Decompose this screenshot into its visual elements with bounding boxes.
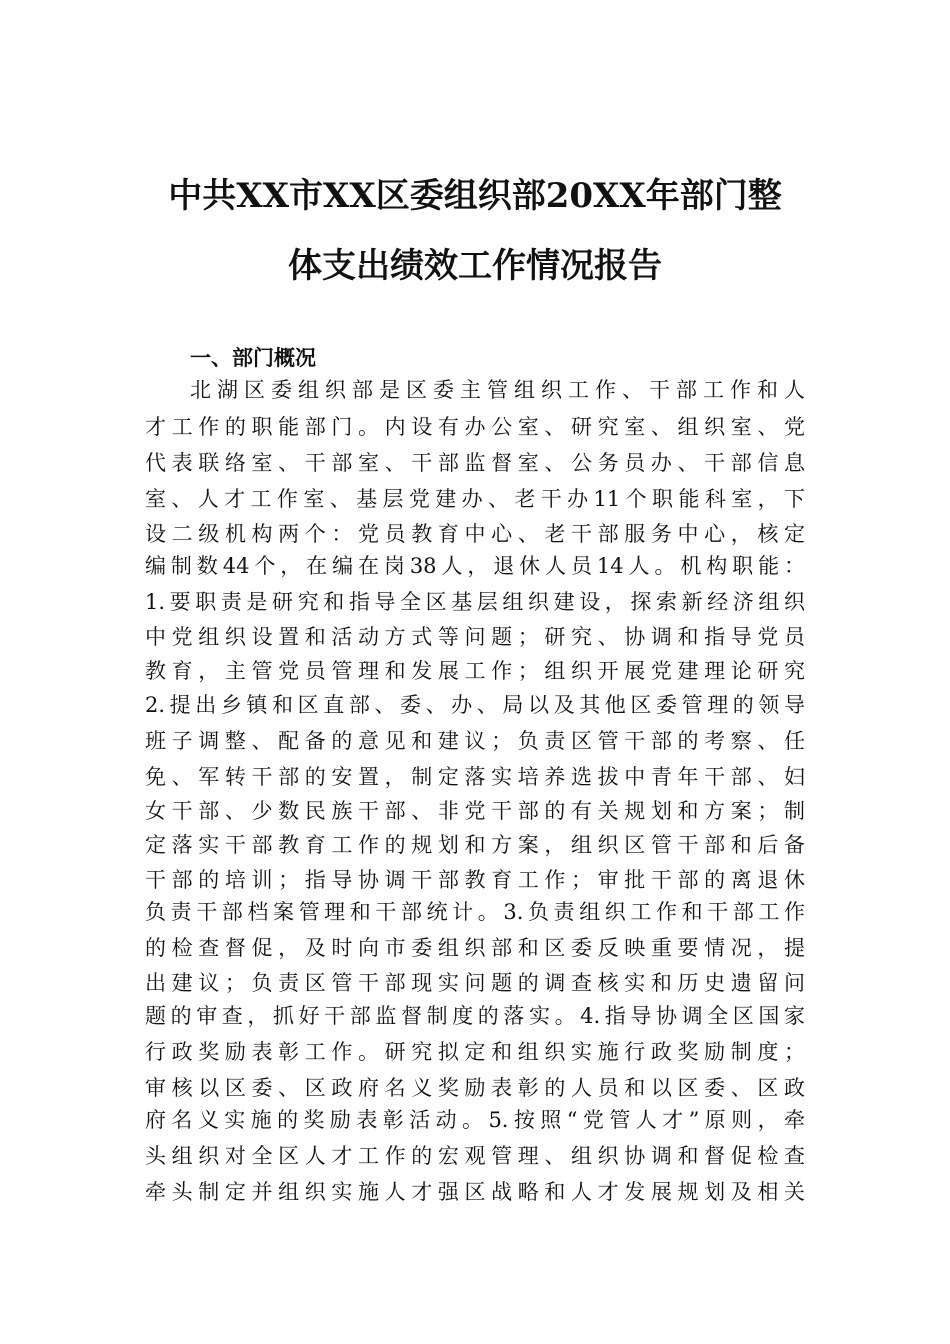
paragraph-line: 免、军转干部的安置，制定落实培养选拔中青年干部、妇 <box>145 765 805 789</box>
document-title-line-1: 中共XX市XX区委组织部20XX年部门整 <box>168 176 782 216</box>
paragraph-line: 室、人才工作室、基层党建办、老干办11个职能科室，下 <box>145 487 805 511</box>
paragraph-line: 教育，主管党员管理和发展工作；组织开展党建理论研究 <box>145 659 805 683</box>
paragraph-line: 头组织对全区人才工作的宏观管理、组织协调和督促检查 <box>145 1144 805 1168</box>
paragraph-line: 定落实干部教育工作的规划和方案，组织区管干部和后备 <box>145 833 805 857</box>
paragraph-line: 北湖区委组织部是区委主管组织工作、干部工作和人 <box>190 378 805 402</box>
paragraph-line: 府名义实施的奖励表彰活动。5.按照“党管人才”原则，牵 <box>145 1108 805 1132</box>
document-title-line-2: 体支出绩效工作情况报告 <box>288 246 662 286</box>
paragraph-line: 编制数44个，在编在岗38人，退休人员14人。机构职能： <box>145 554 805 578</box>
paragraph-line: 设二级机构两个：党员教育中心、老干部服务中心，核定 <box>145 522 805 546</box>
paragraph-line: 女干部、少数民族干部、非党干部的有关规划和方案；制 <box>145 799 805 823</box>
paragraph-line: 出建议；负责区管干部现实问题的调查核实和历史遗留问 <box>145 971 805 995</box>
paragraph-line: 负责干部档案管理和干部统计。3.负责组织工作和干部工作 <box>145 900 805 924</box>
paragraph-line: 的检查督促，及时向市委组织部和区委反映重要情况，提 <box>145 936 805 960</box>
paragraph-line: 代表联络室、干部室、干部监督室、公务员办、干部信息 <box>145 451 805 475</box>
paragraph-line: 行政奖励表彰工作。研究拟定和组织实施行政奖励制度； <box>145 1040 805 1064</box>
paragraph-line: 中党组织设置和活动方式等问题；研究、协调和指导党员 <box>145 625 805 649</box>
section-heading-department-overview: 一、部门概况 <box>190 346 316 370</box>
paragraph-line: 班子调整、配备的意见和建议；负责区管干部的考察、任 <box>145 729 805 753</box>
paragraph-line: 题的审查，抓好干部监督制度的落实。4.指导协调全区国家 <box>145 1004 805 1028</box>
paragraph-line: 牵头制定并组织实施人才强区战略和人才发展规划及相关 <box>145 1180 805 1204</box>
paragraph-line: 2.提出乡镇和区直部、委、办、局以及其他区委管理的领导 <box>145 693 805 717</box>
paragraph-line: 才工作的职能部门。内设有办公室、研究室、组织室、党 <box>145 415 805 439</box>
paragraph-line: 审核以区委、区政府名义奖励表彰的人员和以区委、区政 <box>145 1076 805 1100</box>
paragraph-line: 干部的培训；指导协调干部教育工作；审批干部的离退休 <box>145 868 805 892</box>
paragraph-line: 1.要职责是研究和指导全区基层组织建设，探索新经济组织 <box>145 590 805 614</box>
